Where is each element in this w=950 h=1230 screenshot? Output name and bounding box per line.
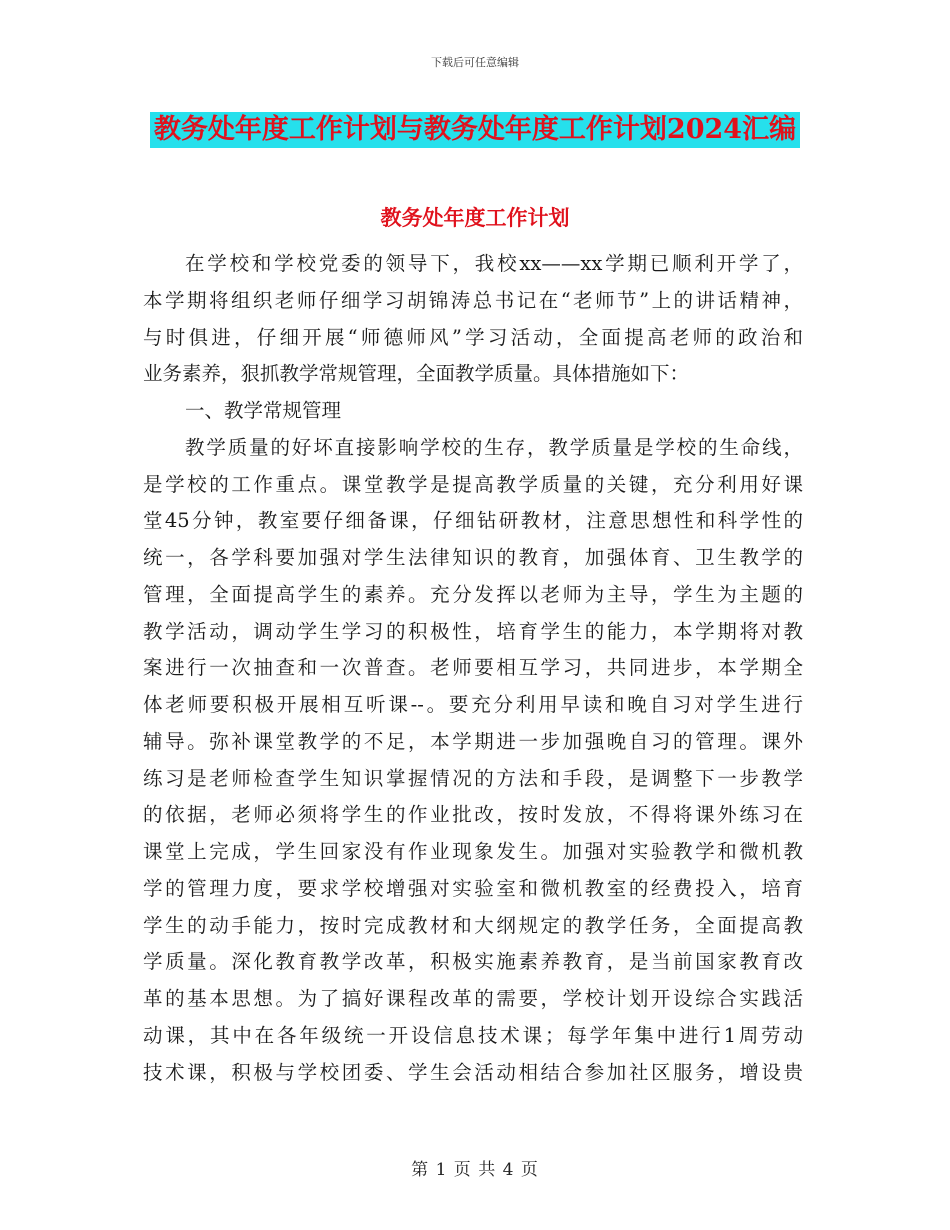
text-line: 体老师要积极开展相互听课--。要充分利用早读和晚自习对学生进行 [143, 693, 803, 716]
body-text [143, 246, 803, 1091]
text-line: 教学质量的好坏直接影响学校的生存，教学质量是学校的生命线， [185, 435, 803, 459]
text-line: 在学校和学校党委的领导下，我校xx——xx学期已顺利开学了， [185, 252, 803, 275]
text-line: 统一，各学科要加强对学生法律知识的教育，加强体育、卫生教学的 [143, 546, 803, 569]
text-line: 教学活动，调动学生学习的积极性，培育学生的能力，本学期将对教 [143, 619, 803, 643]
text-line: 的依据，老师必须将学生的作业批改，按时发放，不得将课外练习在 [143, 803, 803, 827]
text-line: 动课，其中在各年级统一开设信息技术课；每学年集中进行1周劳动 [143, 1023, 803, 1047]
text-line: 练习是老师检查学生知识掌握情况的方法和手段，是调整下一步教学 [143, 766, 803, 790]
text-line: 本学期将组织老师仔细学习胡锦涛总书记在“老师节”上的讲话精神， [143, 288, 803, 312]
text-line: 业务素养，狠抓教学常规管理，全面教学质量。具体措施如下： [143, 362, 690, 386]
text-line: 与时俱进，仔细开展“师德师风”学习活动，全面提高老师的政治和 [143, 325, 803, 349]
text-line: 辅导。弥补课堂教学的不足，本学期进一步加强晚自习的管理。课外 [143, 729, 803, 753]
document-title-container [0, 112, 950, 148]
text-line: 管理，全面提高学生的素养。充分发挥以老师为主导，学生为主题的 [143, 582, 803, 606]
header-note: 下载后可任意编辑 [431, 56, 519, 69]
text-line: 学生的动手能力，按时完成教材和大纲规定的教学任务，全面提高教 [143, 913, 803, 937]
text-line: 学质量。深化教育教学改革，积极实施素养教育，是当前国家教育改 [143, 950, 803, 974]
text-line: 技术课，积极与学校团委、学生会活动相结合参加社区服务，增设贵 [143, 1060, 803, 1084]
text-line: 学的管理力度，要求学校增强对实验室和微机教室的经费投入，培育 [143, 876, 803, 900]
text-line: 是学校的工作重点。课堂教学是提高教学质量的关键，充分利用好课 [143, 472, 803, 496]
document-title: 教务处年度工作计划与教务处年度工作计划2024汇编 [150, 112, 800, 148]
text-line: 堂45分钟，教室要仔细备课，仔细钻研教材，注意思想性和科学性的 [143, 509, 803, 533]
section-title: 教务处年度工作计划 [380, 205, 570, 230]
text-line: 案进行一次抽查和一次普查。老师要相互学习，共同进步，本学期全 [143, 656, 803, 680]
text-line: 课堂上完成，学生回家没有作业现象发生。加强对实验教学和微机教 [143, 840, 803, 863]
heading-line: 一、教学常规管理 [185, 399, 342, 422]
text-line: 革的基本思想。为了搞好课程改革的需要，学校计划开设综合实践活 [143, 987, 803, 1010]
page-footer: 第 1 页 共 4 页 [411, 1160, 539, 1180]
